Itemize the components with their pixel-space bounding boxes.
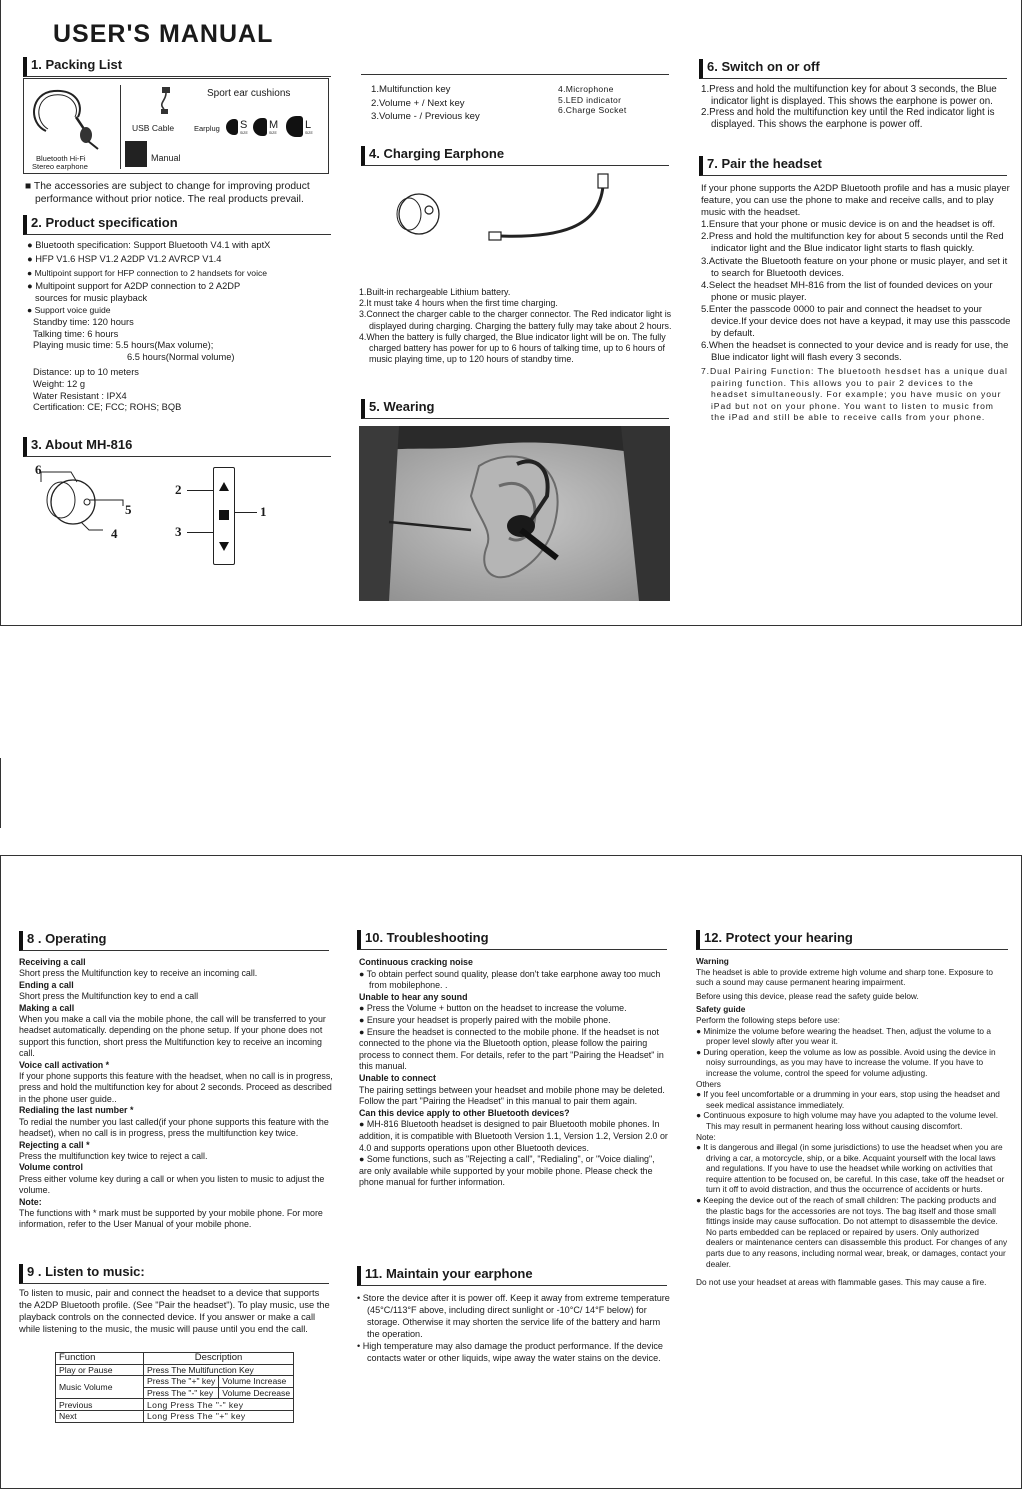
spec-line: Playing music time: 5.5 hours(Max volume);	[33, 340, 214, 351]
hear-safety-item	[696, 1047, 1008, 1079]
earplug-size-s	[226, 119, 238, 135]
ts-title: Unable to hear any sound	[359, 991, 468, 1002]
hear-text: If you feel uncomfortable or a drumming in your ears, stop using the headset and seek medical assistance immediately.	[703, 1089, 1000, 1110]
wearing-heading: 5. Wearing	[361, 399, 669, 419]
maintain-text: High temperature may also damage the product performance. If the device contacts water or other liquids, wipe away the water stains on the device.	[362, 1341, 663, 1363]
spec-line: 6.5 hours(Normal volume)	[127, 352, 235, 363]
operating-heading: 8 . Operating	[19, 931, 329, 951]
usb-cable-drawing	[148, 85, 188, 117]
stereo-label-2: Stereo earphone	[32, 162, 88, 171]
cell-volume: Music Volume	[56, 1376, 144, 1399]
hear-others-item	[696, 1089, 1008, 1110]
pair-list	[701, 183, 1011, 423]
spec-heading: 2. Product specification	[23, 215, 331, 235]
size-l-word: SIZE	[305, 131, 313, 135]
size-l-label: L	[305, 119, 312, 131]
op-title: Rejecting a call *	[19, 1139, 90, 1150]
key-item: 4.Microphone	[558, 84, 614, 94]
spec-line: ● Multipoint support for HFP connection to 2 handsets for voice	[27, 267, 268, 278]
key-item: 1.Multifunction key	[371, 84, 451, 95]
op-title: Note:	[19, 1196, 42, 1207]
hear-text: Minimize the volume before wearing the headset. Then, adjust the volume to a proper level slowly after you wear it.	[703, 1025, 991, 1047]
music-text: To listen to music, pair and connect the headset to a device that supports the A2DP Bluetooth profile. (See "Pair the headset"). To play music, use the playback controls on the connected device. If you answer or make a call while listening to the music, the music will pause until you end the call.	[19, 1288, 330, 1334]
charging-item: 3.Connect the charger cable to the charger connector. The Red indicator light is displayed during charging. Charging the battery fully may take about 2 hours.	[359, 309, 672, 331]
hear-safety-item	[696, 1026, 1008, 1047]
earphone-drawing	[26, 83, 116, 153]
cell-play-desc: Press The Multifunction Key	[144, 1364, 294, 1376]
hear-warning-title: Warning	[696, 956, 729, 966]
charging-item: 1.Built-in rechargeable Lithium battery.	[359, 287, 511, 297]
bottom-sheet	[0, 855, 1022, 1489]
op-text: Short press the Multifunction key to end a call	[19, 991, 199, 1002]
cell-prev-desc: Long Press The "-" key	[144, 1399, 294, 1411]
leader-1	[235, 512, 257, 513]
hear-text: It is dangerous and illegal (in some jurisdictions) to use the headset when you are driving a car, a motorcycle, ship, or a bike. Acquaint yourself with the local laws and regulations. If you have to use the headset while working on activities that require attention to be focused on, be careful. In this case, take off the headset or turn it off to avoid distraction, and thus the occurrence of accidents or hurts.	[703, 1142, 1005, 1195]
stereo-label-1: Bluetooth Hi-Fi	[36, 154, 86, 163]
label-2: 2	[175, 482, 182, 497]
charging-item: 2.It must take 4 hours when the first time charging.	[359, 298, 558, 309]
size-s-word: SIZE	[240, 131, 248, 135]
spec-line: Standby time: 120 hours	[33, 316, 134, 327]
top-sheet	[0, 0, 1022, 626]
spec-line: ● Support voice guide	[27, 304, 111, 315]
hear-safety-title: Safety guide	[696, 1004, 746, 1015]
size-m-word: SIZE	[269, 131, 277, 135]
op-text: The functions with * mark must be supported by your mobile phone. For more information, refer to the User Manual of your mobile phone.	[19, 1207, 323, 1230]
op-text: Short press the Multifunction key to receive an incoming call.	[19, 968, 258, 979]
about-heading: 3. About MH-816	[23, 437, 331, 457]
switch-list	[701, 84, 1009, 130]
charging-list	[359, 287, 677, 365]
cell-vol-down: Press The "-" key	[144, 1387, 219, 1399]
charging-heading: 4. Charging Earphone	[361, 146, 669, 166]
op-title: Ending a call	[19, 979, 74, 990]
troubleshooting-heading: 10. Troubleshooting	[357, 930, 667, 950]
leader-2	[187, 490, 213, 491]
bullet-square-icon: ■	[25, 181, 34, 192]
spec-line: ● Multipoint support for A2DP connection to 2 A2DP	[27, 281, 241, 292]
music-function-table	[55, 1352, 294, 1423]
maintain-heading: 11. Maintain your earphone	[357, 1266, 667, 1286]
size-m-label: M	[269, 119, 279, 131]
size-s-label: S	[240, 119, 248, 131]
page-title: USER'S MANUAL	[53, 20, 274, 48]
th-function: Function	[56, 1353, 144, 1365]
hear-note-item	[696, 1195, 1008, 1269]
hear-text: Keeping the device out of the reach of small children: The packing products and the plastic bags for the accessories are not toys. The bag itself and those small fittings inside may cause suffocation. Do not attempt to disassemble the device. No parts embedded can be replaced or repaired by users. Only authorized dealers or maintenance centers can disassemble this product. For changes of any parts due to any reasons, including normal wear, break, or damages, contact your dealer.	[703, 1195, 1008, 1269]
hear-warning: The headset is able to provide extreme high volume and sharp tone. Exposure to such a sound may cause permanent hearing impairment.	[696, 966, 994, 988]
manual-label: Manual	[151, 153, 181, 163]
earplug-size-l	[286, 116, 303, 137]
divider-1	[120, 85, 121, 169]
packing-list-heading: 1. Packing List	[23, 57, 331, 77]
key-item: 5.LED indicator	[558, 94, 622, 105]
spec-line: Water Resistant : IPX4	[33, 390, 127, 401]
spec-list	[27, 240, 333, 414]
bullet-icon: ●	[696, 1025, 704, 1036]
hear-others-title: Others	[696, 1078, 721, 1089]
bullet-icon: ●	[696, 1195, 704, 1206]
hear-others-item	[696, 1110, 1008, 1131]
earplug-label: Earplug	[194, 124, 220, 133]
pair-item: 2.Press and hold the multifunction key for about 5 seconds until the Red indicator light and the Blue indicator light starts to flash quickly.	[701, 231, 1004, 255]
spec-line: ● HFP V1.6 HSP V1.2 A2DP V1.2 AVRCP V1.4	[27, 253, 222, 264]
ts-title: Unable to connect	[359, 1072, 436, 1083]
hearing-body	[696, 956, 1008, 1288]
operating-body	[19, 957, 333, 1231]
spec-line: Distance: up to 10 meters	[33, 366, 139, 377]
hearing-heading: 12. Protect your hearing	[696, 930, 1008, 950]
label-6: 6	[35, 462, 42, 477]
cell-play: Play or Pause	[56, 1364, 144, 1376]
cell-vol-down-b: Volume Decrease	[219, 1387, 294, 1399]
ts-line: ● Press the Volume + button on the headset to increase the volume.	[359, 1003, 627, 1014]
pair-intro: If your phone supports the A2DP Bluetooth profile and has a music player feature, you can use the phone to make and receive calls, and to play music with the headset.	[701, 183, 1010, 219]
switch-item: 1.Press and hold the multifunction key for about 3 seconds, the Blue indicator light is displayed. This shows the earphone is power on.	[701, 84, 997, 107]
wearing-photo	[359, 426, 670, 601]
key-item: 6.Charge Socket	[558, 105, 627, 116]
op-text: To redial the number you last called(if your phone supports this feature with the headset), when no call is in progress, press the multifunction key twice.	[19, 1116, 329, 1139]
op-text: Press either volume key during a call or when you listen to music to adjust the volume.	[19, 1173, 325, 1196]
th-description: Description	[144, 1353, 294, 1365]
cell-prev: Previous	[56, 1399, 144, 1411]
pair-item: 7.Dual Pairing Function: The bluetooth hesdset has a unique dual pairing function. This allows you to pair 2 devices to the headset simultaneously. For example; you have music on your iPad but not on your phone. You want to listen to music from the iPad and still be able to receive calls from your phone.	[701, 366, 1008, 423]
pair-item: 5.Enter the passcode 0000 to pair and connect the headset to your device.If your device does not have a keypad, it may use this passcode by default.	[701, 303, 1011, 340]
key-item: 2.Volume + / Next key	[371, 97, 465, 109]
leader-3	[187, 532, 213, 533]
packing-note	[25, 181, 337, 206]
ts-line: ● Ensure your headset is properly paired with the mobile phone.	[359, 1014, 611, 1025]
hear-note-title: Note:	[696, 1131, 716, 1142]
switch-item: 2.Press and hold the multifunction key until the Red indicator light is displayed. This shows the earphone is power off.	[701, 107, 995, 130]
bullet-icon: ●	[696, 1142, 704, 1153]
spec-line: Weight: 12 g	[33, 378, 86, 389]
hear-text: During operation, keep the volume as low as possible. Avoid using the device in noisy surroundings, as you may have to increase the volume. If you have to increase the volume, control the speed for volume adjusting.	[703, 1046, 996, 1078]
pair-item: 3.Activate the Bluetooth feature on your phone or music player, and set it to search for Bluetooth devices.	[701, 255, 1008, 279]
pair-item: 6.When the headset is connected to your device and is ready for use, the Blue indicator light will flash every 3 seconds.	[701, 340, 1009, 364]
bullet-icon: ●	[696, 1110, 704, 1121]
ts-line: ● MH-816 Bluetooth headset is designed to pair Bluetooth mobile phones. In addition, it is compatible with Bluetooth Version 1.1, Version 1.2, Version 2.0 or 4.0 and supports operations upon other Bluetooth devices.	[359, 1119, 668, 1153]
hear-note-item	[696, 1142, 1008, 1195]
spec-line: Talking time: 6 hours	[33, 328, 119, 339]
op-title: Redialing the last number *	[19, 1105, 134, 1116]
key-panel	[213, 467, 235, 565]
bullet-icon: ●	[696, 1046, 704, 1057]
maintain-item	[357, 1292, 671, 1340]
volume-up-icon	[219, 482, 229, 491]
hear-before: Before using this device, please read the safety guide below.	[696, 990, 919, 1001]
key-list-left	[371, 83, 480, 124]
key-list-right	[558, 84, 627, 116]
maintain-item	[357, 1340, 671, 1364]
op-title: Voice call activation *	[19, 1059, 110, 1070]
spec-line: sources for music playback	[35, 293, 148, 304]
pair-heading: 7. Pair the headset	[699, 156, 1007, 176]
cell-next-desc: Long Press The "+" key	[144, 1410, 294, 1422]
cell-vol-up: Press The "+" key	[144, 1376, 219, 1388]
hear-text: Continuous exposure to high volume may have you adapted to the volume level. This may result in permanent hearing loss without causing discomfort.	[703, 1110, 999, 1131]
ts-title: Continuous cracking noise	[359, 957, 473, 967]
op-text: If your phone supports this feature with the headset, when no call is in progress, press and hold the multifunction key for about 2 seconds. Proceed as described in the phone user guide..	[19, 1071, 333, 1104]
label-4: 4	[111, 526, 118, 541]
music-heading: 9 . Listen to music:	[19, 1264, 329, 1284]
spec-line: Certification: CE; FCC; ROHS; BQB	[33, 402, 182, 413]
volume-down-icon	[219, 542, 229, 551]
maintain-text: Store the device after it is power off. Keep it away from extreme temperature (45°C/113°F above, including direct sunlight or -10°C/ 14°F below) for storage. Otherwise it may shorten the service life of the battery and harm the operation.	[362, 1293, 670, 1339]
cell-vol-up-b: Volume Increase	[219, 1376, 294, 1388]
manual-drawing	[125, 141, 147, 167]
ts-line: ● Some functions, such as "Rejecting a call", "Redialing", or "Voice dialing", are only available while supported by your mobile phone. Please check the phone manual for further information.	[359, 1154, 655, 1188]
key-item: 3.Volume - / Previous key	[371, 111, 480, 122]
spec-line: ● Bluetooth specification: Support Bluetooth V4.1 with aptX	[27, 240, 271, 250]
op-title: Making a call	[19, 1002, 75, 1013]
troubleshooting-body	[359, 957, 669, 1189]
bullet-icon: •	[357, 1293, 363, 1303]
ts-title: Can this device apply to other Bluetooth devices?	[359, 1107, 570, 1118]
op-title: Receiving a call	[19, 957, 86, 967]
hear-safety-intro: Perform the following steps before use:	[696, 1014, 840, 1025]
ts-line: ● To obtain perfect sound quality, please don't take earphone away too much from mobilephone. .	[359, 968, 661, 991]
usb-cable-label: USB Cable	[132, 123, 175, 133]
pair-item: 1.Ensure that your phone or music device is on and the headset is off.	[701, 219, 995, 231]
ts-line: ● Ensure the headset is connected to the mobile phone. If the headset is not connected to the phone via the Bluetooth option, please follow the pairing process to connect them. For details, refer to the part "Pairing the Headset" in this manual.	[359, 1026, 664, 1072]
earphone-side-diagram	[31, 460, 141, 540]
packing-note-text: The accessories are subject to change for improving product performance without prior notice. The real products prevail.	[33, 181, 310, 205]
pair-item: 4.Select the headset MH-816 from the list of founded devices on your phone or music player.	[701, 279, 993, 303]
key-list-rule	[361, 74, 669, 75]
sport-ear-cushions-label: Sport ear cushions	[207, 88, 291, 99]
label-1: 1	[260, 504, 267, 519]
label-3: 3	[175, 524, 182, 539]
label-5: 5	[125, 502, 132, 517]
maintain-body	[357, 1292, 671, 1364]
bullet-icon: ●	[696, 1089, 704, 1100]
packing-box	[23, 78, 329, 174]
op-text: When you make a call via the mobile phone, the call will be transferred to your headset automatically. depending on the phone setup. If your phone does not support this function, short press the Multifunction key to receive an incoming call.	[19, 1014, 326, 1059]
fold-mark	[0, 758, 1, 828]
earplug-size-m	[253, 118, 267, 136]
op-title: Volume control	[19, 1162, 83, 1173]
charging-item: 4.When the battery is fully charged, the Blue indicator light will be on. The fully charged battery has power for up to 6 hours of talking time, up to 6 hours of music playing time, up to 120 hours of standby time.	[359, 331, 666, 365]
bullet-icon: •	[357, 1341, 363, 1351]
multifunction-key-icon	[219, 510, 229, 520]
cell-next: Next	[56, 1410, 144, 1422]
switch-heading: 6. Switch on or off	[699, 59, 1007, 79]
ts-line: The pairing settings between your headset and mobile phone may be deleted. Follow the part "Pairing the Headset" in this manual to pair them again.	[359, 1084, 665, 1107]
op-text: Press the multifunction key twice to reject a call.	[19, 1150, 208, 1161]
charging-diagram	[389, 170, 629, 260]
hear-final: Do not use your headset at areas with flammable gases. This may cause a fire.	[696, 1277, 987, 1288]
